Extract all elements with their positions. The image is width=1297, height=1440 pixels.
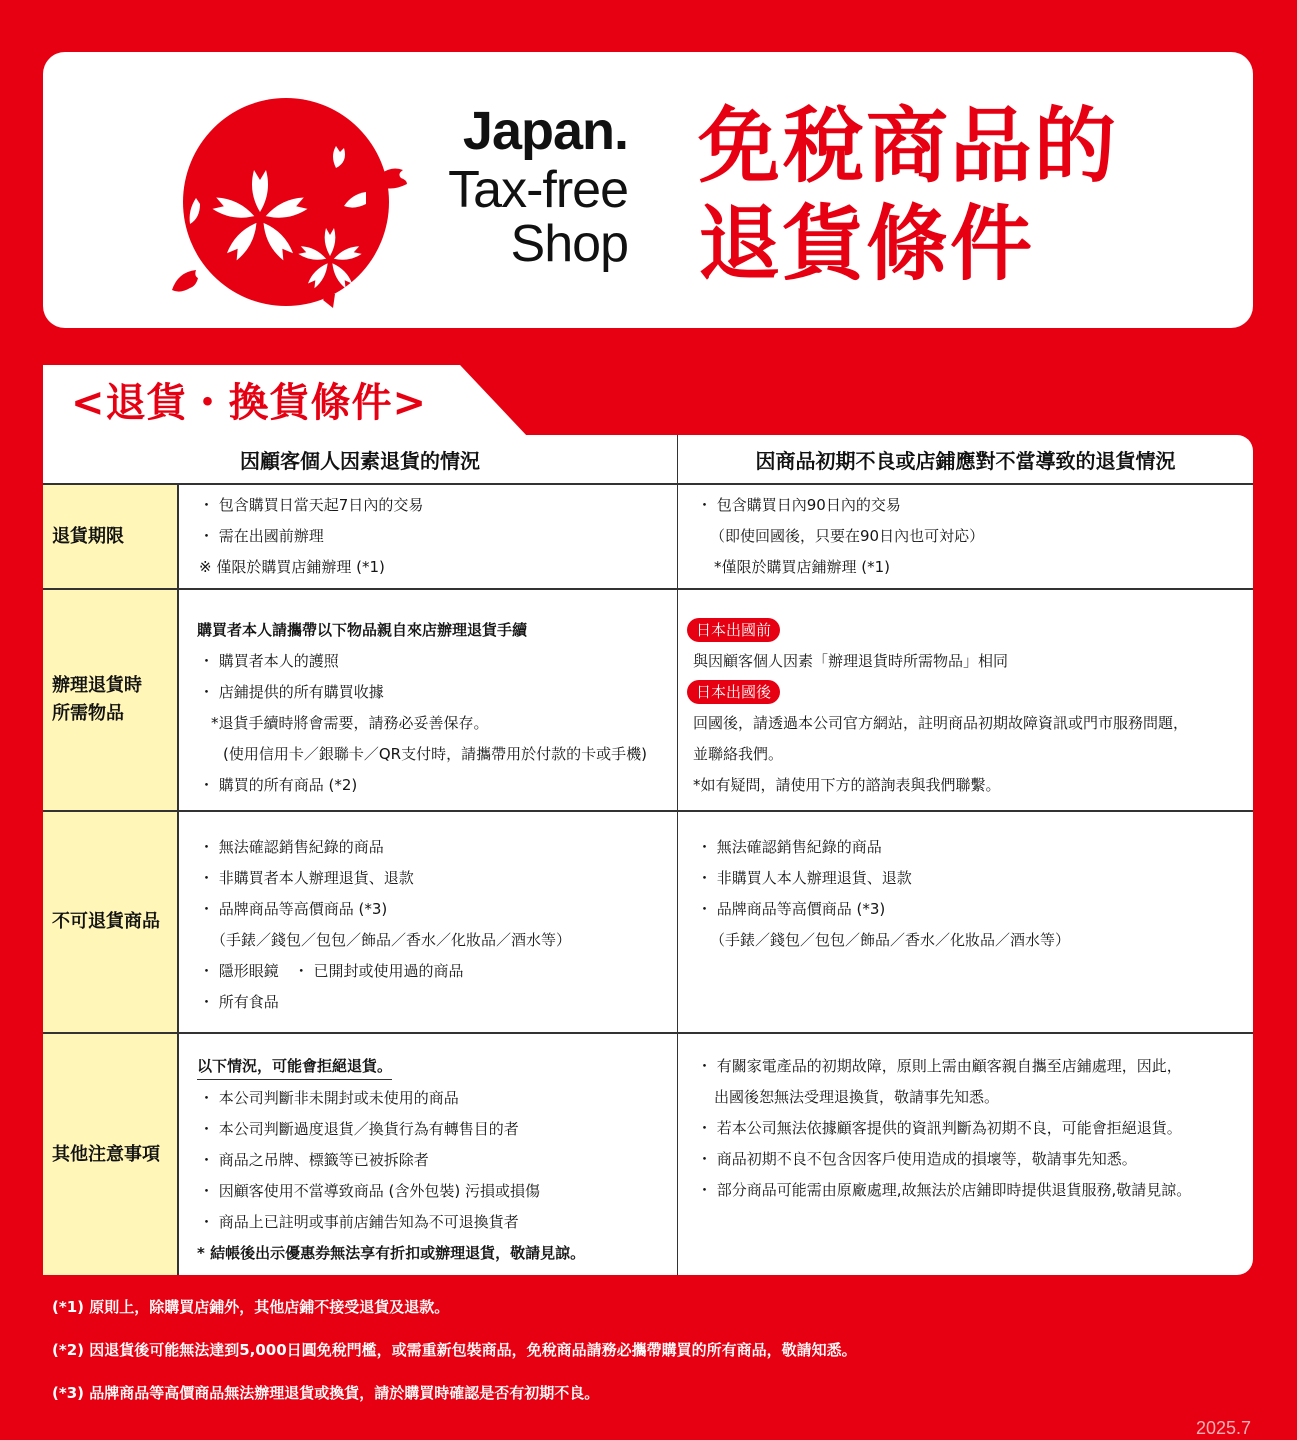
- cell-defect: [677, 485, 1253, 588]
- cell-personal: [179, 590, 677, 810]
- row-label-line-2: 所需物品: [52, 703, 124, 724]
- brand-line-1: Japan.: [462, 101, 628, 161]
- list-item: ・ 無法確認銷售紀錄的商品: [199, 838, 384, 856]
- list-item: ・ 需在出國前辦理: [199, 527, 324, 545]
- list-item: ・ 品牌商品等高價商品 (*3): [697, 900, 886, 918]
- section-tab: [43, 365, 533, 437]
- body-text: 回國後，請透過本公司官方網站，註明商品初期故障資訊或門市服務問題，: [693, 714, 1189, 732]
- note-text: (使用信用卡／銀聯卡／QR支付時，請攜帶用於付款的卡或手機): [223, 745, 647, 763]
- brand-line-2: Tax-free: [448, 161, 628, 219]
- intro-text: 購買者本人請攜帶以下物品親自來店辦理退貨手續: [197, 621, 528, 639]
- list-item: ・ 隱形眼鏡 ・ 已開封或使用過的商品: [199, 962, 464, 980]
- table-row-other-notes: [43, 1034, 1253, 1275]
- list-item: ・ 若本公司無法依據顧客提供的資訊判斷為初期不良，可能會拒絕退貨。: [697, 1119, 1182, 1137]
- cell-personal: [179, 485, 677, 588]
- body-text: 並聯絡我們。: [693, 745, 784, 763]
- table-row-non-returnable: [43, 812, 1253, 1034]
- badge-after-departure: 日本出國後: [687, 680, 780, 704]
- list-item: ・ 商品之吊牌、標籤等已被拆除者: [199, 1151, 429, 1169]
- note-text: （即使回國後，只要在90日內也可対応）: [710, 527, 985, 545]
- table-row-return-period: [43, 485, 1253, 590]
- note-text: （手錶／錢包／包包／飾品／香水／化妝品／酒水等）: [710, 931, 1071, 949]
- row-label: [43, 590, 179, 810]
- body-text: 與因顧客個人因素「辦理退貨時所需物品」相同: [693, 652, 1009, 670]
- intro-text: 以下情況，可能會拒絕退貨。: [197, 1056, 392, 1080]
- brand-wordmark: [423, 101, 628, 273]
- cell-personal: [179, 812, 677, 1032]
- cell-defect: [677, 590, 1253, 810]
- list-item: ・ 有關家電產品的初期故障，原則上需由顧客親自攜至店鋪處理，因此，: [697, 1057, 1182, 1075]
- sakura-sun-logo-icon: [168, 90, 418, 330]
- note-text: *僅限於購買店鋪辦理 (*1): [714, 558, 891, 576]
- list-item: ・ 品牌商品等高價商品 (*3): [199, 900, 388, 918]
- column-header-defect: 因商品初期不良或店鋪應對不當導致的退貨情況: [677, 435, 1253, 485]
- list-item: ・ 購買的所有商品 (*2): [199, 776, 358, 794]
- list-item: ・ 包含購買日內90日內的交易: [697, 496, 901, 514]
- footnote-1: (*1) 原則上，除購買店鋪外，其他店鋪不接受退貨及退款。: [52, 1298, 450, 1316]
- page-title: [698, 98, 1118, 294]
- list-item: ・ 所有食品: [199, 993, 279, 1011]
- row-label: 退貨期限: [43, 485, 179, 588]
- badge-before-departure: 日本出國前: [687, 618, 780, 642]
- note-text: ※ 僅限於購買店鋪辦理 (*1): [199, 558, 385, 576]
- list-item: ・ 購買者本人的護照: [199, 652, 339, 670]
- list-item: ・ 非購買者本人辦理退貨、退款: [199, 869, 414, 887]
- table-row-required-items: [43, 590, 1253, 812]
- cell-personal: [179, 1034, 677, 1275]
- header-card: [43, 52, 1253, 328]
- list-item: ・ 本公司判斷過度退貨／換貨行為有轉售目的者: [199, 1120, 519, 1138]
- row-label: 不可退貨商品: [43, 812, 179, 1032]
- brand-line-3: Shop: [510, 215, 628, 273]
- column-header-personal: 因顧客個人因素退貨的情況: [43, 435, 677, 485]
- list-item: ・ 非購買人本人辦理退貨、退款: [697, 869, 912, 887]
- list-item: ・ 商品初期不良不包含因客戶使用造成的損壞等，敬請事先知悉。: [697, 1150, 1137, 1168]
- list-item: ・ 店鋪提供的所有購買收據: [199, 683, 384, 701]
- list-item: ・ 商品上已註明或事前店鋪告知為不可退換貨者: [199, 1213, 519, 1231]
- note-text: （手錶／錢包／包包／飾品／香水／化妝品／酒水等）: [211, 931, 572, 949]
- note-text: *退貨手續時將會需要，請務必妥善保存。: [211, 714, 489, 732]
- revision-date: 2025.7: [1196, 1418, 1252, 1438]
- row-label-line-1: 辦理退貨時: [52, 675, 142, 696]
- list-item: ・ 無法確認銷售紀錄的商品: [697, 838, 882, 856]
- page-title-line-1: 免稅商品的: [698, 99, 1119, 194]
- section-title: <退貨・換貨條件>: [71, 380, 428, 426]
- cell-defect: [677, 812, 1253, 1032]
- note-text: *如有疑問，請使用下方的諮詢表與我們聯繫。: [693, 776, 1001, 794]
- list-item: ・ 部分商品可能需由原廠處理,故無法於店鋪即時提供退貨服務,敬請見諒。: [697, 1181, 1192, 1199]
- page-title-line-2: 退貨條件: [698, 197, 1035, 292]
- footnote-3: (*3) 品牌商品等高價商品無法辦理退貨或換貨，請於購買時確認是否有初期不良。: [52, 1384, 600, 1402]
- list-item: ・ 包含購買日當天起7日內的交易: [199, 496, 424, 514]
- footnote-2: (*2) 因退貨後可能無法達到5,000日圓免稅門檻，或需重新包裝商品，免稅商品請務必攜帶購買的所有商品，敬請知悉。: [52, 1341, 857, 1359]
- cell-defect: [677, 1034, 1253, 1275]
- note-text: * 結帳後出示優惠券無法享有折扣或辦理退貨，敬請見諒。: [197, 1244, 586, 1262]
- row-label: 其他注意事項: [43, 1034, 179, 1275]
- list-item: ・ 因顧客使用不當導致商品 (含外包裝) 污損或損傷: [199, 1182, 541, 1200]
- note-text: 出國後恕無法受理退換貨，敬請事先知悉。: [714, 1088, 1000, 1106]
- return-conditions-table: [43, 435, 1253, 1275]
- list-item: ・ 本公司判斷非未開封或未使用的商品: [199, 1089, 459, 1107]
